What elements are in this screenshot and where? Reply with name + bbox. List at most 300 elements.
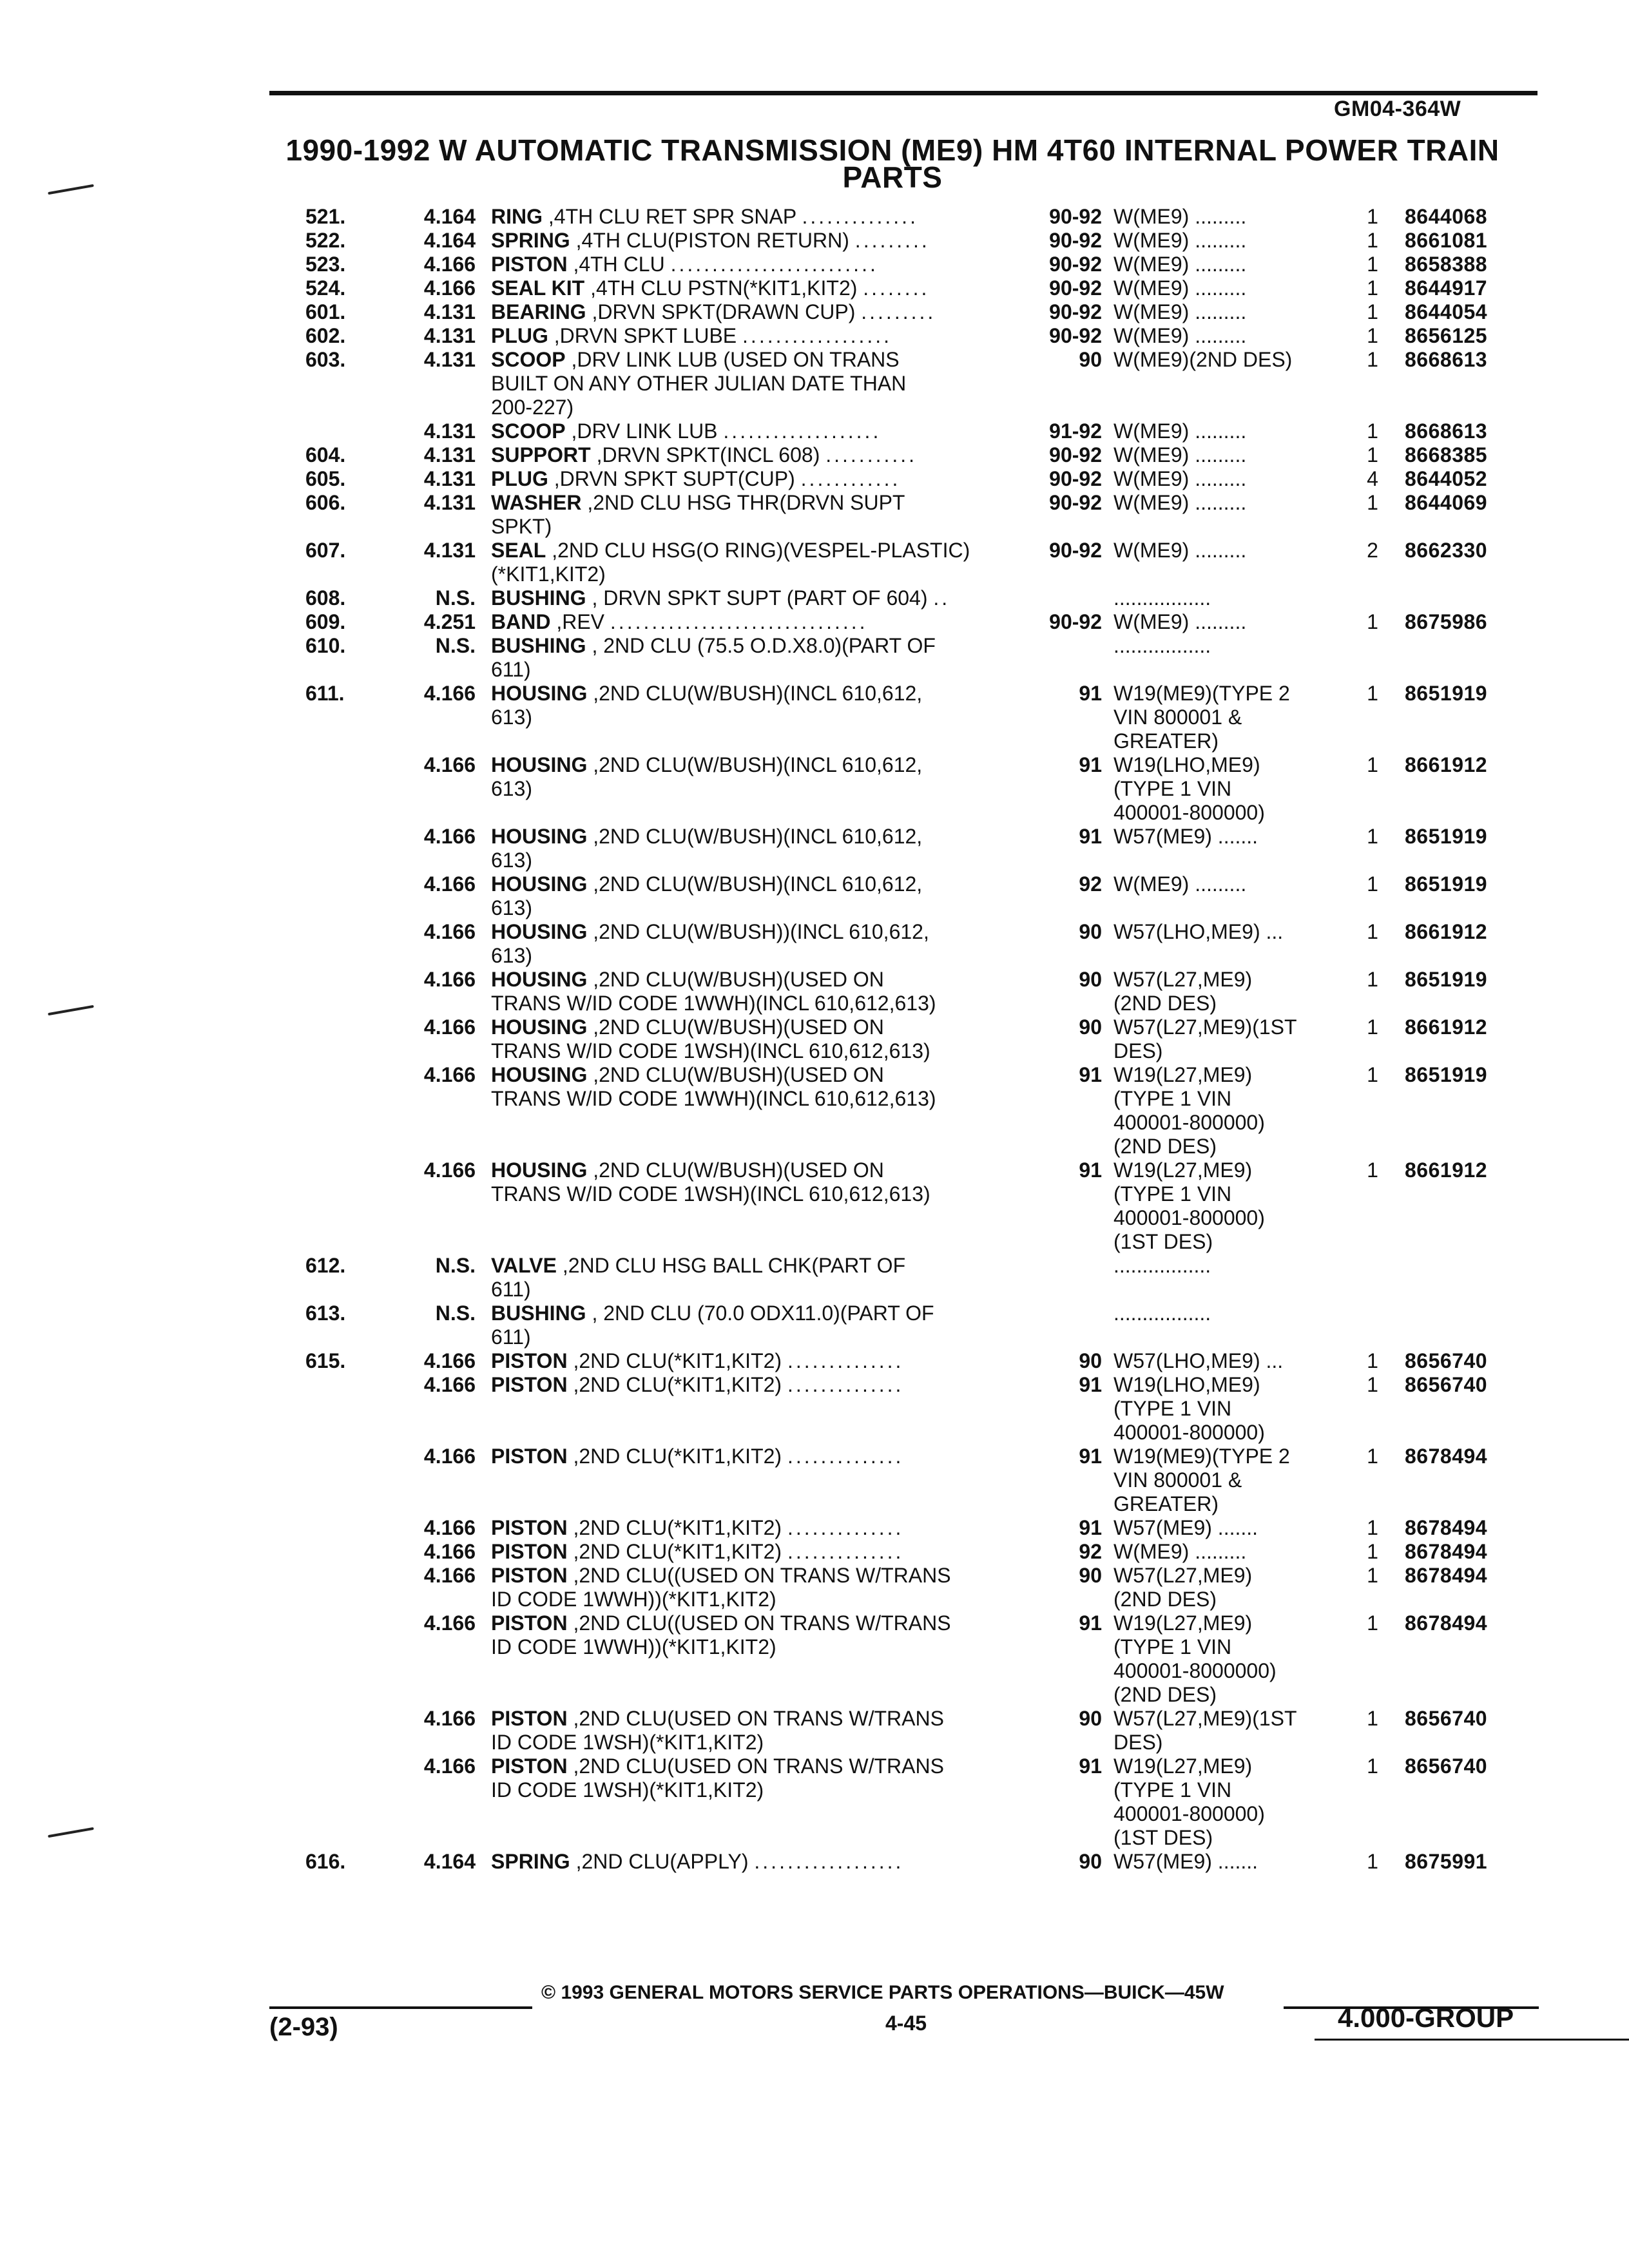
part-number: 8644054: [1405, 300, 1488, 323]
part-detail: ,2ND CLU(W/BUSH)(USED ON: [587, 1063, 884, 1086]
part-description: [491, 1039, 1026, 1063]
leader-dots: ..............: [787, 1445, 904, 1468]
quantity: 2: [1367, 539, 1378, 562]
part-name: PISTON: [491, 1349, 568, 1372]
part-description: [491, 658, 1026, 682]
table-row: [0, 562, 1629, 586]
group-number: N.S.: [435, 634, 476, 657]
group-number: 4.166: [423, 682, 476, 705]
model-usage: [1113, 1254, 1352, 1278]
model-usage: [1113, 1206, 1352, 1230]
part-detail: ,2ND CLU(W/BUSH)(INCL 610,612,: [587, 753, 923, 776]
table-row: [0, 1564, 1629, 1588]
part-name: SEAL: [491, 539, 546, 562]
table-row: [0, 1015, 1629, 1039]
quantity: 1: [1367, 348, 1378, 371]
quantity: 1: [1367, 1564, 1378, 1587]
table-row: [0, 276, 1629, 300]
part-detail: TRANS W/ID CODE 1WWH)(INCL 610,612,613): [491, 992, 936, 1015]
leader-dots: ........: [863, 276, 930, 300]
table-row: [0, 896, 1629, 920]
leader-dots: ...................: [723, 419, 882, 443]
part-number: 8678494: [1405, 1516, 1488, 1539]
table-row: [0, 1635, 1629, 1659]
part-description: [491, 276, 1026, 300]
model-code: W(ME9): [1113, 443, 1190, 466]
part-name: HOUSING: [491, 968, 588, 991]
part-number: 8661912: [1405, 920, 1488, 943]
part-name: WASHER: [491, 491, 582, 514]
part-description: [491, 562, 1026, 586]
leader-dots: ...........: [825, 443, 918, 466]
table-row: [0, 1707, 1629, 1731]
part-name: SCOOP: [491, 419, 566, 443]
table-row: [0, 1826, 1629, 1850]
leader-dots: .......: [1217, 1850, 1258, 1873]
footer-rule-bottom: [1315, 2039, 1629, 2041]
part-number: 8668613: [1405, 419, 1488, 443]
model-code: W19(L27,ME9): [1113, 1063, 1253, 1086]
model-usage: [1113, 920, 1352, 944]
model-usage: [1113, 1087, 1352, 1111]
model-year: 90-92: [1049, 467, 1102, 490]
model-usage: [1113, 1397, 1352, 1421]
group-number: 4.164: [423, 205, 476, 228]
model-code: (TYPE 1 VIN: [1113, 1397, 1232, 1420]
part-name: BAND: [491, 610, 551, 633]
part-description: [491, 1373, 1026, 1397]
part-description: [491, 515, 1026, 539]
group-number: 4.131: [423, 324, 476, 347]
model-year: 91: [1079, 1373, 1102, 1396]
leader-dots: ...: [1266, 1349, 1284, 1372]
model-year: 90-92: [1049, 276, 1102, 300]
part-detail: ,2ND CLU(W/BUSH)(INCL 610,612,: [587, 682, 923, 705]
model-code: (TYPE 1 VIN: [1113, 777, 1232, 800]
quantity: 1: [1367, 1445, 1378, 1468]
leader-dots: ..............: [787, 1540, 904, 1563]
part-description: [491, 1349, 1026, 1373]
part-number: 8662330: [1405, 539, 1488, 562]
quantity: 1: [1367, 1349, 1378, 1372]
model-code: 400001-8000000): [1113, 1659, 1277, 1682]
model-usage: [1113, 1182, 1352, 1206]
part-detail: ID CODE 1WSH)(*KIT1,KIT2): [491, 1731, 764, 1754]
model-code: W(ME9): [1113, 300, 1190, 323]
table-row: [0, 396, 1629, 419]
quantity: 1: [1367, 253, 1378, 276]
part-description: [491, 253, 1026, 276]
model-year: 90: [1079, 1850, 1102, 1873]
part-detail: 611): [491, 1278, 531, 1301]
table-row: [0, 920, 1629, 944]
part-number: 8644917: [1405, 276, 1488, 300]
part-detail: ,2ND CLU(*KIT1,KIT2): [567, 1445, 782, 1468]
part-number: 8651919: [1405, 872, 1488, 896]
group-number: 4.131: [423, 467, 476, 490]
part-number: 8656125: [1405, 324, 1488, 347]
model-usage: [1113, 801, 1352, 825]
group-number: 4.164: [423, 1850, 476, 1873]
part-description: [491, 872, 1026, 896]
table-row: [0, 324, 1629, 348]
part-description: [491, 968, 1026, 992]
table-row: [0, 1373, 1629, 1397]
part-number: 8651919: [1405, 968, 1488, 991]
table-row: [0, 1516, 1629, 1540]
table-row: [0, 634, 1629, 658]
leader-dots: ..............: [787, 1349, 904, 1372]
model-code: (TYPE 1 VIN: [1113, 1087, 1232, 1110]
table-row: [0, 1039, 1629, 1063]
ref-number: 521.: [305, 205, 346, 228]
model-code: W(ME9)(2ND DES): [1113, 348, 1293, 371]
model-code: VIN 800001 &: [1113, 1468, 1242, 1492]
table-row: [0, 205, 1629, 229]
page-title: 1990-1992 W AUTOMATIC TRANSMISSION (ME9) HM 4T60 INTERNAL POWER TRAIN PARTS: [285, 133, 1499, 194]
part-description: [491, 1588, 1026, 1611]
quantity: 1: [1367, 1850, 1378, 1873]
model-usage: [1113, 1516, 1352, 1540]
quantity: 1: [1367, 920, 1378, 943]
part-number: 8651919: [1405, 825, 1488, 848]
model-usage: [1113, 276, 1352, 300]
group-number: 4.131: [423, 539, 476, 562]
table-row: [0, 1731, 1629, 1754]
group-number: 4.166: [423, 1015, 476, 1039]
part-number: 8661912: [1405, 1015, 1488, 1039]
part-detail: ,2ND CLU(W/BUSH)(USED ON: [587, 968, 884, 991]
part-description: [491, 849, 1026, 872]
part-description: [491, 229, 1026, 253]
part-description: [491, 396, 1026, 419]
part-detail: 200-227): [491, 396, 574, 419]
part-name: PLUG: [491, 467, 548, 490]
model-code: GREATER): [1113, 1492, 1219, 1515]
table-row: [0, 300, 1629, 324]
table-row: [0, 1063, 1629, 1087]
part-description: [491, 491, 1026, 515]
binder-mark-1: [48, 184, 94, 195]
part-number: 8651919: [1405, 1063, 1488, 1086]
model-year: 90-92: [1049, 205, 1102, 228]
part-detail: ,DRV LINK LUB (USED ON TRANS: [565, 348, 900, 371]
part-number: 8668385: [1405, 443, 1488, 466]
group-number: 4.166: [423, 1373, 476, 1396]
quantity: 1: [1367, 1158, 1378, 1182]
part-name: SCOOP: [491, 348, 566, 371]
model-code: (2ND DES): [1113, 1588, 1217, 1611]
group-number: 4.166: [423, 1564, 476, 1587]
model-usage: [1113, 1707, 1352, 1731]
table-row: [0, 801, 1629, 825]
model-code: DES): [1113, 1039, 1163, 1062]
model-year: 92: [1079, 872, 1102, 896]
part-detail: ,2ND CLU(*KIT1,KIT2): [567, 1540, 782, 1563]
model-code: W57(LHO,ME9): [1113, 1349, 1260, 1372]
part-name: SUPPORT: [491, 443, 591, 466]
part-name: SPRING: [491, 229, 570, 252]
model-code: (TYPE 1 VIN: [1113, 1778, 1232, 1802]
model-usage: [1113, 825, 1352, 849]
model-code: W57(ME9): [1113, 1516, 1212, 1539]
part-description: [491, 753, 1026, 777]
model-usage: [1113, 1564, 1352, 1588]
quantity: 1: [1367, 968, 1378, 991]
part-name: HOUSING: [491, 920, 588, 943]
group-number: 4.166: [423, 253, 476, 276]
part-name: PISTON: [491, 1564, 568, 1587]
part-name: HOUSING: [491, 872, 588, 896]
table-row: [0, 610, 1629, 634]
part-number: 8661912: [1405, 1158, 1488, 1182]
ref-number: 601.: [305, 300, 346, 323]
part-detail: , DRVN SPKT SUPT (PART OF 604): [586, 586, 928, 610]
model-usage: [1113, 1230, 1352, 1254]
model-code: W19(ME9)(TYPE 2: [1113, 682, 1290, 705]
model-code: W19(L27,ME9): [1113, 1158, 1253, 1182]
model-code: 400001-800000): [1113, 1802, 1265, 1825]
table-row: [0, 753, 1629, 777]
doc-code: GM04-364W: [1334, 97, 1461, 121]
ref-number: 606.: [305, 491, 346, 514]
footer-rule-left: [269, 2006, 532, 2009]
model-year: 90-92: [1049, 491, 1102, 514]
ref-number: 616.: [305, 1850, 346, 1873]
quantity: 1: [1367, 443, 1378, 466]
model-usage: [1113, 1039, 1352, 1063]
model-usage: [1113, 1373, 1352, 1397]
table-row: [0, 348, 1629, 372]
model-code: (TYPE 1 VIN: [1113, 1635, 1232, 1658]
model-code: VIN 800001 &: [1113, 706, 1242, 729]
group-number: 4.131: [423, 443, 476, 466]
part-detail: ,2ND CLU(*KIT1,KIT2): [567, 1349, 782, 1372]
table-row: [0, 825, 1629, 849]
part-detail: TRANS W/ID CODE 1WSH)(INCL 610,612,613): [491, 1039, 930, 1062]
model-usage: [1113, 777, 1352, 801]
model-usage: [1113, 253, 1352, 276]
model-code: W(ME9): [1113, 467, 1190, 490]
footer-page-number: 4-45: [885, 2012, 927, 2035]
quantity: 1: [1367, 419, 1378, 443]
part-detail: 613): [491, 896, 533, 919]
part-description: [491, 777, 1026, 801]
leader-dots: ...: [1266, 920, 1284, 943]
table-row: [0, 1540, 1629, 1564]
part-detail: SPKT): [491, 515, 552, 538]
quantity: 1: [1367, 491, 1378, 514]
part-detail: ,2ND CLU(*KIT1,KIT2): [567, 1516, 782, 1539]
part-description: [491, 300, 1026, 324]
part-name: SPRING: [491, 1850, 570, 1873]
model-code: (2ND DES): [1113, 1135, 1217, 1158]
part-description: [491, 1850, 1026, 1874]
part-detail: ,2ND CLU(*KIT1,KIT2): [567, 1373, 782, 1396]
group-number: 4.166: [423, 753, 476, 776]
model-code: (TYPE 1 VIN: [1113, 1182, 1232, 1206]
leader-dots: .........: [1195, 610, 1247, 633]
part-number: 8678494: [1405, 1540, 1488, 1563]
part-description: [491, 1778, 1026, 1802]
part-detail: TRANS W/ID CODE 1WWH)(INCL 610,612,613): [491, 1087, 936, 1110]
ref-number: 610.: [305, 634, 346, 657]
part-description: [491, 1182, 1026, 1206]
table-row: [0, 968, 1629, 992]
model-usage: [1113, 1421, 1352, 1445]
model-year: 91: [1079, 1611, 1102, 1635]
group-number: 4.166: [423, 968, 476, 991]
model-year: 91: [1079, 1445, 1102, 1468]
table-row: [0, 1778, 1629, 1802]
model-code: 400001-800000): [1113, 1206, 1265, 1229]
table-row: [0, 872, 1629, 896]
table-row: [0, 1421, 1629, 1445]
part-number: 8644052: [1405, 467, 1488, 490]
quantity: 4: [1367, 467, 1378, 490]
part-description: [491, 1158, 1026, 1182]
part-detail: ,DRVN SPKT LUBE: [548, 324, 737, 347]
model-usage: [1113, 610, 1352, 634]
group-number: 4.166: [423, 1707, 476, 1730]
model-year: 91: [1079, 682, 1102, 705]
group-number: 4.166: [423, 1063, 476, 1086]
table-row: [0, 586, 1629, 610]
model-code: 400001-800000): [1113, 1421, 1265, 1444]
model-code: W(ME9): [1113, 491, 1190, 514]
table-row: [0, 1445, 1629, 1468]
leader-dots: .........: [1195, 467, 1247, 490]
model-code: W(ME9): [1113, 324, 1190, 347]
quantity: 1: [1367, 1707, 1378, 1730]
table-row: [0, 1492, 1629, 1516]
model-code: W57(L27,ME9): [1113, 968, 1253, 991]
part-detail: ,2ND CLU HSG THR(DRVN SUPT: [581, 491, 905, 514]
part-detail: ,4TH CLU PSTN(*KIT1,KIT2): [584, 276, 858, 300]
part-description: [491, 825, 1026, 849]
part-number: 8651919: [1405, 682, 1488, 705]
group-number: 4.131: [423, 491, 476, 514]
leader-dots: ..: [933, 586, 950, 610]
model-usage: [1113, 1731, 1352, 1754]
part-name: HOUSING: [491, 1158, 588, 1182]
model-year: 91: [1079, 1158, 1102, 1182]
leader-dots: ..............: [787, 1516, 904, 1539]
leader-dots: .........: [1195, 300, 1247, 323]
quantity: 1: [1367, 1516, 1378, 1539]
quantity: 1: [1367, 276, 1378, 300]
part-description: [491, 1564, 1026, 1588]
model-year: 92: [1079, 1540, 1102, 1563]
table-row: [0, 992, 1629, 1015]
part-number: 8678494: [1405, 1445, 1488, 1468]
leader-dots: .................: [1113, 1302, 1211, 1325]
part-number: 8675991: [1405, 1850, 1488, 1873]
table-row: [0, 729, 1629, 753]
table-row: [0, 1468, 1629, 1492]
ref-number: 613.: [305, 1302, 346, 1325]
part-number: 8661912: [1405, 753, 1488, 776]
group-number: 4.166: [423, 1540, 476, 1563]
group-number: 4.131: [423, 300, 476, 323]
ref-number: 612.: [305, 1254, 346, 1277]
model-year: 91: [1079, 753, 1102, 776]
part-description: [491, 1445, 1026, 1468]
part-detail: ,REV: [550, 610, 605, 633]
part-detail: , 2ND CLU (70.0 ODX11.0)(PART OF: [586, 1302, 934, 1325]
model-usage: [1113, 1015, 1352, 1039]
model-code: 400001-800000): [1113, 1111, 1265, 1134]
part-detail: ,4TH CLU RET SPR SNAP: [543, 205, 796, 228]
model-code: 400001-800000): [1113, 801, 1265, 824]
table-row: [0, 1230, 1629, 1254]
leader-dots: .......: [1217, 825, 1258, 848]
part-description: [491, 896, 1026, 920]
table-row: [0, 372, 1629, 396]
part-detail: ,4TH CLU: [567, 253, 665, 276]
quantity: 1: [1367, 610, 1378, 633]
quantity: 1: [1367, 1015, 1378, 1039]
part-number: 8656740: [1405, 1707, 1488, 1730]
part-description: [491, 1731, 1026, 1754]
part-name: HOUSING: [491, 682, 588, 705]
part-name: PISTON: [491, 1516, 568, 1539]
table-row: [0, 1087, 1629, 1111]
part-description: [491, 992, 1026, 1015]
model-usage: [1113, 1850, 1352, 1874]
model-code: W(ME9): [1113, 419, 1190, 443]
group-number: 4.164: [423, 229, 476, 252]
part-name: PISTON: [491, 253, 568, 276]
model-year: 90: [1079, 968, 1102, 991]
part-number: 8661081: [1405, 229, 1488, 252]
model-year: 91: [1079, 1754, 1102, 1778]
model-usage: [1113, 1683, 1352, 1707]
leader-dots: .........................: [670, 253, 878, 276]
part-description: [491, 634, 1026, 658]
leader-dots: ...............................: [610, 610, 868, 633]
quantity: 1: [1367, 324, 1378, 347]
model-usage: [1113, 1754, 1352, 1778]
parts-list: [0, 205, 1629, 1874]
leader-dots: .................: [1113, 586, 1211, 610]
table-row: [0, 1325, 1629, 1349]
part-number: 8668613: [1405, 348, 1488, 371]
part-name: BEARING: [491, 300, 586, 323]
leader-dots: .........: [1195, 443, 1247, 466]
group-number: 4.131: [423, 348, 476, 371]
part-detail: ,2ND CLU((USED ON TRANS W/TRANS: [567, 1611, 951, 1635]
part-detail: ID CODE 1WWH))(*KIT1,KIT2): [491, 1635, 776, 1658]
model-code: W(ME9): [1113, 610, 1190, 633]
part-detail: ,2ND CLU HSG BALL CHK(PART OF: [556, 1254, 906, 1277]
table-row: [0, 682, 1629, 706]
part-number: 8644068: [1405, 205, 1488, 228]
leader-dots: ..............: [802, 205, 918, 228]
group-number: N.S.: [435, 586, 476, 610]
group-number: 4.166: [423, 825, 476, 848]
leader-dots: ..............: [787, 1373, 904, 1396]
group-number: 4.166: [423, 1158, 476, 1182]
part-name: PISTON: [491, 1373, 568, 1396]
quantity: 1: [1367, 229, 1378, 252]
group-number: 4.166: [423, 1445, 476, 1468]
model-year: 90-92: [1049, 443, 1102, 466]
part-description: [491, 1254, 1026, 1278]
ref-number: 608.: [305, 586, 346, 610]
part-detail: (*KIT1,KIT2): [491, 562, 606, 586]
model-usage: [1113, 467, 1352, 491]
